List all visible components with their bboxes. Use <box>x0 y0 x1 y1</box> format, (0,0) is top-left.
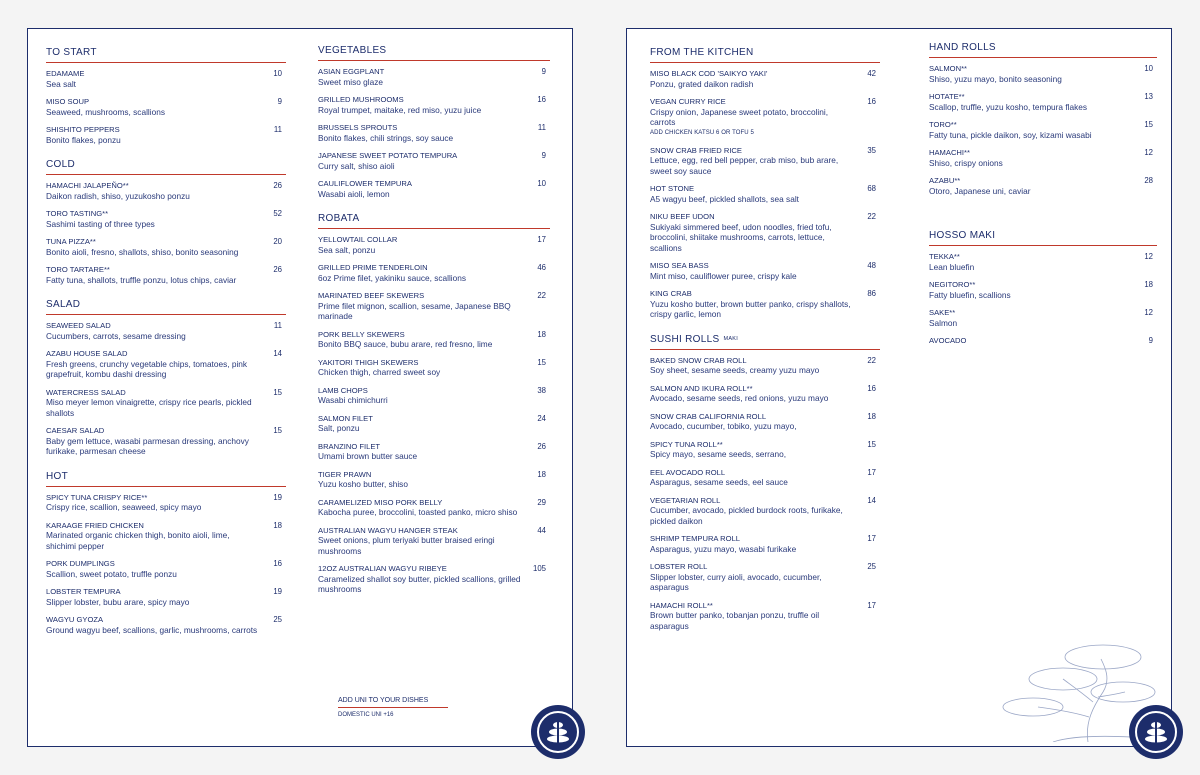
menu-item-price: 25 <box>273 615 282 624</box>
menu-item-description: Daikon radish, shiso, yuzukosho ponzu <box>46 190 190 201</box>
menu-item-price: 9 <box>541 151 546 160</box>
menu-item-name: SPICY TUNA ROLL** <box>650 439 723 449</box>
menu-item-name: HOT STONE <box>650 184 695 193</box>
section-heading <box>650 47 880 63</box>
menu-item-description: Spicy mayo, sesame seeds, serrano, <box>650 449 787 459</box>
menu-item-description: Prime filet mignon, scallion, sesame, Japanese BBQ marinade <box>318 300 511 321</box>
menu-item-description: Mint miso, cauliflower puree, crispy kale <box>650 270 797 281</box>
menu-item-price: 12 <box>1144 252 1153 261</box>
menu-item-name: JAPANESE SWEET POTATO TEMPURA <box>318 151 458 160</box>
menu-item-price: 17 <box>867 534 876 543</box>
menu-item-name: MISO BLACK COD 'SAIKYO YAKI' <box>650 69 768 78</box>
menu-item-description: Lean bluefin <box>929 261 975 272</box>
menu-item-price: 26 <box>273 181 282 190</box>
section-title: HOT <box>46 470 69 482</box>
menu-item-description: Bonito aioli, fresno, shallots, shiso, bonito seasoning <box>46 246 239 257</box>
menu-item-name: KING CRAB <box>650 289 692 298</box>
menu-item <box>650 562 880 593</box>
menu-item <box>46 349 286 380</box>
menu-item-name: SHISHITO PEPPERS <box>46 125 120 134</box>
menu-item-name: SPICY TUNA CRISPY RICE** <box>46 492 148 502</box>
menu-item <box>929 280 1157 300</box>
menu-item-description: Crispy rice, scallion, seaweed, spicy mayo <box>46 502 202 512</box>
uni-note-title: ADD UNI TO YOUR DISHES <box>338 697 448 708</box>
menu-item-description: Asparagus, yuzu mayo, wasabi furikake <box>650 543 797 554</box>
menu-item <box>318 470 550 490</box>
menu-item-price: 11 <box>273 125 282 134</box>
section-title: HOSSO MAKI <box>929 230 996 241</box>
section-subtitle: MAKI <box>723 335 739 342</box>
menu-item-description: Scallion, sweet potato, truffle ponzu <box>46 568 177 579</box>
menu-item-price: 14 <box>273 349 282 358</box>
menu-item-price: 42 <box>867 69 876 78</box>
menu-item-description: Miso meyer lemon vinaigrette, crispy rice pearls, pickled shallots <box>46 397 252 418</box>
menu-item-name: AUSTRALIAN WAGYU HANGER STEAK <box>318 525 458 535</box>
menu-item <box>318 526 550 557</box>
menu-item-price: 19 <box>273 587 282 596</box>
menu-page-right <box>626 28 1172 747</box>
menu-item <box>318 291 550 322</box>
menu-item-name: SALMON AND IKURA ROLL** <box>650 383 753 393</box>
menu-item-name: PORK BELLY SKEWERS <box>318 329 405 339</box>
menu-section <box>929 42 1157 196</box>
menu-item-description: Sukiyaki simmered beef, udon noodles, fried tofu, broccolini, shiitake mushrooms, carrots, lettuce, scallions <box>650 221 832 253</box>
menu-item <box>929 120 1157 140</box>
section-heading <box>318 45 550 61</box>
menu-column-right-1 <box>650 47 880 639</box>
logo-emblem-icon <box>544 718 572 746</box>
menu-item <box>650 412 880 432</box>
menu-item-price: 86 <box>867 289 876 298</box>
menu-item-price: 14 <box>867 495 876 505</box>
menu-item-name: SALMON FILET <box>318 413 373 423</box>
menu-item-name: LAMB CHOPS <box>318 385 368 395</box>
menu-item-description: Slipper lobster, curry aioli, avocado, cucumber, asparagus <box>650 571 822 592</box>
menu-item <box>46 181 286 201</box>
menu-item-name: NEGITORO** <box>929 280 976 289</box>
section-title: TO START <box>46 47 97 58</box>
menu-item-price: 16 <box>867 383 876 393</box>
menu-item <box>318 95 550 115</box>
menu-item-name: VEGETARIAN ROLL <box>650 495 721 505</box>
menu-item-name: 12OZ AUSTRALIAN WAGYU RIBEYE <box>318 564 447 573</box>
menu-item-description: Seaweed, mushrooms, scallions <box>46 106 165 117</box>
menu-item-name: VEGAN CURRY RICE <box>650 97 726 106</box>
menu-item-price: 9 <box>541 67 546 76</box>
menu-item-description: Baby gem lettuce, wasabi parmesan dressing, anchovy furikake, parmesan cheese <box>46 435 249 456</box>
menu-item-addon: ADD CHICKEN KATSU 6 OR TOFU 5 <box>650 129 754 136</box>
section-heading <box>46 159 286 175</box>
menu-item-name: CAESAR SALAD <box>46 426 105 435</box>
menu-section <box>650 47 880 320</box>
menu-section <box>650 334 880 632</box>
menu-item-description: Sashimi tasting of three types <box>46 218 155 229</box>
menu-item-name: SALMON** <box>929 64 967 73</box>
menu-item-description: Asparagus, sesame seeds, eel sauce <box>650 477 788 487</box>
menu-item-description: Bonito flakes, chili strings, soy sauce <box>318 132 454 143</box>
menu-item-price: 10 <box>1144 64 1153 73</box>
menu-item-price: 11 <box>273 321 282 330</box>
menu-item-name: WAGYU GYOZA <box>46 615 104 624</box>
menu-item <box>929 252 1157 272</box>
menu-item-name: MARINATED BEEF SKEWERS <box>318 291 425 300</box>
menu-item-price: 105 <box>532 564 546 573</box>
menu-item-name: CAULIFLOWER TEMPURA <box>318 179 412 188</box>
menu-section <box>46 471 286 636</box>
menu-item <box>318 498 550 518</box>
menu-item-name: CARAMELIZED MISO PORK BELLY <box>318 497 443 507</box>
menu-item-description: Umami brown butter sauce <box>318 451 418 461</box>
menu-item <box>929 92 1157 112</box>
menu-item-name: AZABU** <box>929 176 961 185</box>
section-heading <box>46 471 286 487</box>
menu-item-description: Wasabi aioli, lemon <box>318 188 390 199</box>
menu-item <box>46 493 286 513</box>
menu-item-price: 52 <box>273 209 282 218</box>
menu-column-left-1 <box>46 47 286 643</box>
menu-item-name: SEAWEED SALAD <box>46 321 111 330</box>
menu-item-description: Salmon <box>929 317 958 328</box>
restaurant-logo <box>531 705 585 759</box>
menu-item-name: HOTATE** <box>929 92 965 101</box>
menu-item-name: SAKE** <box>929 308 956 317</box>
menu-item <box>318 235 550 255</box>
menu-item <box>46 265 286 285</box>
menu-column-left-2 <box>318 45 550 603</box>
menu-item-price: 18 <box>867 411 876 421</box>
menu-item-name: TEKKA** <box>929 252 960 261</box>
menu-item-price: 10 <box>273 69 282 78</box>
menu-item <box>650 601 880 632</box>
restaurant-logo <box>1129 705 1183 759</box>
menu-item-name: MISO SOUP <box>46 97 90 106</box>
menu-item-description: Sweet miso glaze <box>318 76 384 87</box>
section-title: HAND ROLLS <box>929 42 996 53</box>
menu-item-name: TUNA PIZZA** <box>46 237 96 246</box>
menu-item-price: 15 <box>273 426 282 435</box>
menu-item-name: HAMACHI JALAPEÑO** <box>46 181 129 190</box>
menu-item-price: 18 <box>1144 280 1153 289</box>
menu-item <box>650 261 880 281</box>
menu-item-description: Shiso, yuzu mayo, bonito seasoning <box>929 73 1062 84</box>
menu-item <box>650 440 880 460</box>
uni-note-detail: DOMESTIC UNI +16 <box>338 712 394 718</box>
menu-item <box>650 212 880 253</box>
menu-item-description: Sweet onions, plum teriyaki butter braised eringi mushrooms <box>318 535 495 556</box>
menu-item-price: 9 <box>1148 336 1153 345</box>
menu-item-name: YELLOWTAIL COLLAR <box>318 235 398 244</box>
menu-item-price: 16 <box>867 97 876 106</box>
menu-item <box>929 148 1157 168</box>
menu-item-price: 12 <box>1144 148 1153 157</box>
section-heading <box>46 299 286 315</box>
menu-item-description: Cucumber, avocado, pickled burdock roots, furikake, pickled daikon <box>650 505 843 526</box>
menu-item-name: AZABU HOUSE SALAD <box>46 349 128 358</box>
menu-item-name: SHRIMP TEMPURA ROLL <box>650 534 741 543</box>
menu-item <box>650 468 880 488</box>
menu-item-description: Shiso, crispy onions <box>929 157 1003 168</box>
menu-item-price: 35 <box>867 145 876 155</box>
menu-item-price: 20 <box>273 237 282 246</box>
menu-item-price: 18 <box>273 520 282 530</box>
menu-item-price: 16 <box>537 95 546 104</box>
section-heading <box>318 213 550 229</box>
menu-item-description: 6oz Prime filet, yakiniku sauce, scallions <box>318 272 467 283</box>
menu-item-name: YAKITORI THIGH SKEWERS <box>318 357 419 367</box>
menu-item <box>318 67 550 87</box>
menu-item-name: PORK DUMPLINGS <box>46 559 115 568</box>
menu-item <box>650 496 880 527</box>
menu-item <box>46 426 286 457</box>
menu-item-description: Soy sheet, sesame seeds, creamy yuzu mayo <box>650 365 820 375</box>
menu-item-price: 17 <box>867 600 876 610</box>
menu-item <box>318 564 550 595</box>
menu-item-description: Caramelized shallot soy butter, pickled scallions, grilled mushrooms <box>318 573 521 594</box>
menu-item-price: 13 <box>1144 92 1153 101</box>
menu-item <box>318 179 550 199</box>
section-title: COLD <box>46 159 75 170</box>
menu-item-price: 22 <box>867 355 876 365</box>
menu-item-price: 18 <box>537 329 546 339</box>
menu-item-name: AVOCADO <box>929 336 967 345</box>
menu-item-description: Salt, ponzu <box>318 423 360 433</box>
section-heading <box>650 334 880 350</box>
menu-item-description: Sea salt, ponzu <box>318 244 376 255</box>
menu-item <box>318 414 550 434</box>
menu-item-price: 46 <box>537 263 546 272</box>
menu-page-left <box>27 28 573 747</box>
section-heading <box>46 47 286 63</box>
menu-item-description: Ponzu, grated daikon radish <box>650 78 754 89</box>
menu-item-description: Fresh greens, crunchy vegetable chips, tomatoes, pink grapefruit, kombu dashi dressing <box>46 358 248 379</box>
menu-item-description: Fatty tuna, shallots, truffle ponzu, lotus chips, caviar <box>46 274 237 285</box>
menu-item-description: Bonito flakes, ponzu <box>46 134 121 145</box>
menu-item-price: 68 <box>867 184 876 193</box>
menu-item-name: MISO SEA BASS <box>650 261 709 270</box>
menu-item-price: 15 <box>273 387 282 397</box>
menu-item-description: Scallop, truffle, yuzu kosho, tempura flakes <box>929 101 1088 112</box>
menu-item-price: 22 <box>537 291 546 300</box>
menu-item <box>318 123 550 143</box>
menu-item-description: Chicken thigh, charred sweet soy <box>318 367 441 377</box>
menu-item-price: 17 <box>867 467 876 477</box>
menu-item-name: HAMACHI** <box>929 148 970 157</box>
section-heading <box>929 42 1157 58</box>
menu-item <box>46 125 286 145</box>
menu-item <box>318 442 550 462</box>
menu-item-description: Bonito BBQ sauce, bubu arare, red fresno, lime <box>318 339 493 349</box>
section-title: SALAD <box>46 299 81 310</box>
menu-item-price: 26 <box>273 265 282 274</box>
menu-item-description: Crispy onion, Japanese sweet potato, broccolini, carrots <box>650 106 829 127</box>
menu-item-price: 12 <box>1144 308 1153 317</box>
menu-item-name: TIGER PRAWN <box>318 469 372 479</box>
menu-section <box>46 299 286 457</box>
menu-item-price: 9 <box>277 97 282 106</box>
section-title: VEGETABLES <box>318 45 387 56</box>
menu-item-price: 29 <box>537 497 546 507</box>
uni-note <box>338 689 498 718</box>
menu-item-name: EDAMAME <box>46 69 85 78</box>
menu-item <box>318 151 550 171</box>
menu-item-description: Cucumbers, carrots, sesame dressing <box>46 330 186 341</box>
menu-item <box>46 321 286 341</box>
menu-item <box>46 97 286 117</box>
menu-item-name: LOBSTER ROLL <box>650 562 708 571</box>
menu-item <box>929 308 1157 328</box>
menu-item-description: Avocado, cucumber, tobiko, yuzu mayo, <box>650 421 797 431</box>
menu-item-description: Lettuce, egg, red bell pepper, crab miso, bub arare, sweet soy sauce <box>650 155 839 176</box>
menu-item-name: LOBSTER TEMPURA <box>46 587 121 596</box>
menu-item-description: Curry salt, shiso aioli <box>318 160 395 171</box>
menu-item <box>46 587 286 607</box>
menu-item-price: 15 <box>1144 120 1153 129</box>
menu-item <box>318 386 550 406</box>
menu-section <box>46 47 286 145</box>
menu-item-description: Royal trumpet, maitake, red miso, yuzu juice <box>318 104 482 115</box>
menu-item-price: 48 <box>867 261 876 270</box>
menu-item-name: KARAAGE FRIED CHICKEN <box>46 520 144 530</box>
menu-item <box>46 521 286 552</box>
menu-item <box>318 358 550 378</box>
menu-item <box>46 615 286 635</box>
menu-item-description: Brown butter panko, tobanjan ponzu, truffle oil asparagus <box>650 610 820 631</box>
menu-item <box>650 146 880 177</box>
menu-item-description: Kabocha puree, broccolini, toasted panko, micro shiso <box>318 507 518 517</box>
menu-item-name: BRUSSELS SPROUTS <box>318 123 398 132</box>
menu-item-price: 22 <box>867 212 876 221</box>
menu-item-name: ASIAN EGGPLANT <box>318 67 385 76</box>
menu-item-description: Sea salt <box>46 78 76 89</box>
menu-item-price: 10 <box>537 179 546 188</box>
menu-section <box>318 213 550 595</box>
menu-item-name: GRILLED PRIME TENDERLOIN <box>318 263 428 272</box>
menu-item-price: 44 <box>537 525 546 535</box>
section-title: SUSHI ROLLS <box>650 333 720 345</box>
menu-item-description: Fatty bluefin, scallions <box>929 289 1011 300</box>
menu-item-description: Yuzu kosho butter, brown butter panko, crispy shallots, crispy garlic, lemon <box>650 298 851 319</box>
menu-item <box>929 176 1157 196</box>
menu-item-price: 11 <box>537 123 546 132</box>
menu-item-description: Otoro, Japanese uni, caviar <box>929 185 1031 196</box>
menu-item <box>318 330 550 350</box>
menu-item-description: Marinated organic chicken thigh, bonito aioli, lime, shichimi pepper <box>46 530 230 551</box>
menu-item <box>929 64 1157 84</box>
menu-item-description: Slipper lobster, bubu arare, spicy mayo <box>46 596 190 607</box>
menu-item <box>46 237 286 257</box>
logo-emblem-icon <box>1142 718 1170 746</box>
menu-item <box>650 289 880 320</box>
menu-item-price: 17 <box>537 235 546 244</box>
section-heading <box>929 230 1157 246</box>
menu-item <box>46 209 286 229</box>
menu-item-name: WATERCRESS SALAD <box>46 387 126 397</box>
menu-item-description: Avocado, sesame seeds, red onions, yuzu mayo <box>650 393 829 403</box>
section-title: FROM THE KITCHEN <box>650 47 754 58</box>
menu-item-name: SNOW CRAB CALIFORNIA ROLL <box>650 411 767 421</box>
menu-item <box>650 356 880 376</box>
menu-item-price: 28 <box>1144 176 1153 185</box>
menu-section <box>929 230 1157 346</box>
menu-item-price: 19 <box>273 492 282 502</box>
menu-section <box>318 45 550 199</box>
menu-item-description: A5 wagyu beef, pickled shallots, sea salt <box>650 193 799 204</box>
menu-item-name: EEL AVOCADO ROLL <box>650 467 726 477</box>
menu-item-name: TORO TASTING** <box>46 209 109 218</box>
menu-item-description: Ground wagyu beef, scallions, garlic, mushrooms, carrots <box>46 624 258 635</box>
menu-item-price: 16 <box>273 559 282 568</box>
menu-item <box>46 559 286 579</box>
menu-item-name: BAKED SNOW CRAB ROLL <box>650 355 747 365</box>
menu-item <box>650 184 880 204</box>
menu-item <box>46 69 286 89</box>
menu-column-right-2 <box>929 42 1157 354</box>
menu-item <box>929 336 1157 346</box>
menu-item-price: 18 <box>537 469 546 479</box>
menu-item-price: 15 <box>537 357 546 367</box>
menu-item-description: Fatty tuna, pickle daikon, soy, kizami wasabi <box>929 129 1092 140</box>
menu-item-name: BRANZINO FILET <box>318 441 381 451</box>
menu-item-name: SNOW CRAB FRIED RICE <box>650 145 742 155</box>
menu-item <box>650 384 880 404</box>
menu-item-price: 38 <box>537 385 546 395</box>
menu-item <box>650 97 880 138</box>
menu-section <box>46 159 286 285</box>
menu-item <box>46 388 286 419</box>
menu-item <box>650 534 880 554</box>
menu-item-price: 24 <box>537 413 546 423</box>
menu-item-name: TORO TARTARE** <box>46 265 110 274</box>
menu-item-price: 26 <box>537 441 546 451</box>
section-title: ROBATA <box>318 213 360 224</box>
menu-item-name: TORO** <box>929 120 957 129</box>
menu-item-price: 15 <box>867 439 876 449</box>
menu-item-name: HAMACHI ROLL** <box>650 600 713 610</box>
menu-item-description: Yuzu kosho butter, shiso <box>318 479 408 489</box>
menu-item-description: Wasabi chimichurri <box>318 395 388 405</box>
menu-item <box>650 69 880 89</box>
menu-item-name: GRILLED MUSHROOMS <box>318 95 404 104</box>
menu-item-price: 25 <box>867 562 876 571</box>
menu-item <box>318 263 550 283</box>
menu-item-name: NIKU BEEF UDON <box>650 212 715 221</box>
